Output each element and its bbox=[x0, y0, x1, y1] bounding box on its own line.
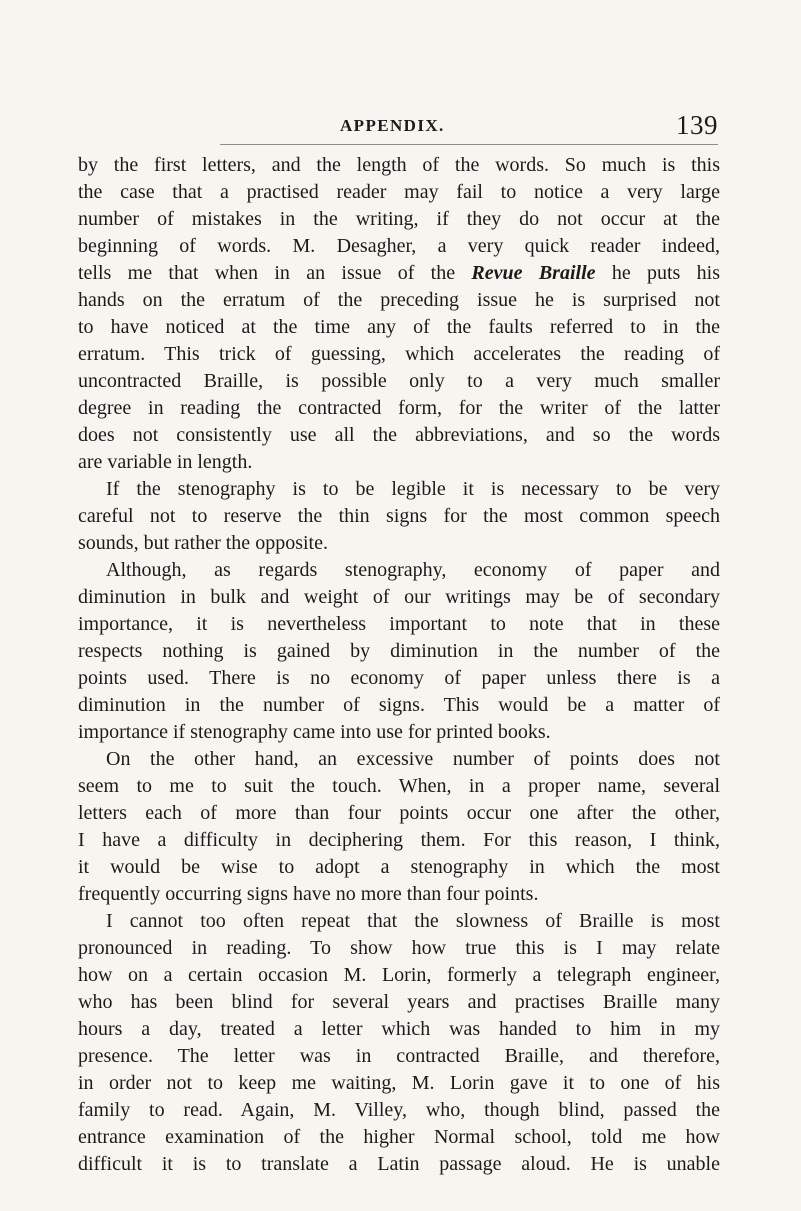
text-line: presence. The letter was in contracted Braille, and therefore, bbox=[78, 1045, 720, 1067]
paragraph-2 bbox=[78, 476, 720, 557]
page-number: 139 bbox=[676, 110, 718, 140]
text-line: entrance examination of the higher Normal school, told me how bbox=[78, 1126, 720, 1148]
text-line: importance, it is nevertheless important to note that in these bbox=[78, 613, 720, 635]
text-line: I have a difficulty in deciphering them. For this reason, I think, bbox=[78, 829, 720, 851]
text-line: family to read. Again, M. Villey, who, though blind, passed the bbox=[78, 1099, 720, 1121]
paragraph-1 bbox=[78, 152, 720, 476]
running-title: APPENDIX. bbox=[340, 116, 445, 135]
text-line: to have noticed at the time any of the faults referred to in the bbox=[78, 316, 720, 338]
running-head bbox=[78, 110, 718, 144]
text-line: points used. There is no economy of paper unless there is a bbox=[78, 667, 720, 689]
text-line: letters each of more than four points occur one after the other, bbox=[78, 802, 720, 824]
text-line: how on a certain occasion M. Lorin, formerly a telegraph engineer, bbox=[78, 964, 720, 986]
text-run: tells me that when in an issue of the bbox=[78, 262, 472, 284]
text-line: beginning of words. M. Desagher, a very quick reader indeed, bbox=[78, 235, 720, 257]
publication-title: Revue Braille bbox=[471, 262, 596, 284]
text-line: careful not to reserve the thin signs for the most common speech bbox=[78, 505, 720, 527]
text-line: importance if stenography came into use for printed books. bbox=[78, 721, 551, 743]
text-line: in order not to keep me waiting, M. Lorin gave it to one of his bbox=[78, 1072, 720, 1094]
text-line: difficult it is to translate a Latin passage aloud. He is unable bbox=[78, 1153, 720, 1175]
text-line: respects nothing is gained by diminution in the number of the bbox=[78, 640, 720, 662]
text-line: On the other hand, an excessive number of points does not bbox=[106, 748, 720, 770]
text-line: uncontracted Braille, is possible only to a very much smaller bbox=[78, 370, 720, 392]
text-run: he puts his bbox=[595, 262, 720, 284]
text-line: pronounced in reading. To show how true this is I may relate bbox=[78, 937, 720, 959]
text-line: are variable in length. bbox=[78, 451, 253, 473]
text-line: who has been blind for several years and practises Braille many bbox=[78, 991, 720, 1013]
header-rule bbox=[220, 144, 718, 145]
text-line: erratum. This trick of guessing, which accelerates the reading of bbox=[78, 343, 720, 365]
text-line: frequently occurring signs have no more than four points. bbox=[78, 883, 539, 905]
text-line: it would be wise to adopt a stenography in which the most bbox=[78, 856, 720, 878]
text-line: diminution in bulk and weight of our writings may be of secondary bbox=[78, 586, 720, 608]
text-line: degree in reading the contracted form, for the writer of the latter bbox=[78, 397, 720, 419]
text-line: If the stenography is to be legible it is necessary to be very bbox=[106, 478, 720, 500]
page-text bbox=[78, 152, 720, 1178]
text-line: sounds, but rather the opposite. bbox=[78, 532, 328, 554]
paragraph-4 bbox=[78, 746, 720, 908]
text-line: I cannot too often repeat that the slowness of Braille is most bbox=[106, 910, 720, 932]
paragraph-5 bbox=[78, 908, 720, 1178]
text-line: hours a day, treated a letter which was handed to him in my bbox=[78, 1018, 720, 1040]
text-line: does not consistently use all the abbreviations, and so the words bbox=[78, 424, 720, 446]
text-line: seem to me to suit the touch. When, in a proper name, several bbox=[78, 775, 720, 797]
text-line: diminution in the number of signs. This would be a matter of bbox=[78, 694, 720, 716]
paragraph-3 bbox=[78, 557, 720, 746]
text-line: hands on the erratum of the preceding issue he is surprised not bbox=[78, 289, 720, 311]
text-line: by the first letters, and the length of the words. So much is this bbox=[78, 154, 720, 176]
text-line: number of mistakes in the writing, if they do not occur at the bbox=[78, 208, 720, 230]
text-line: Although, as regards stenography, economy of paper and bbox=[106, 559, 720, 581]
text-line: the case that a practised reader may fail to notice a very large bbox=[78, 181, 720, 203]
text-line-with-title bbox=[78, 260, 720, 287]
